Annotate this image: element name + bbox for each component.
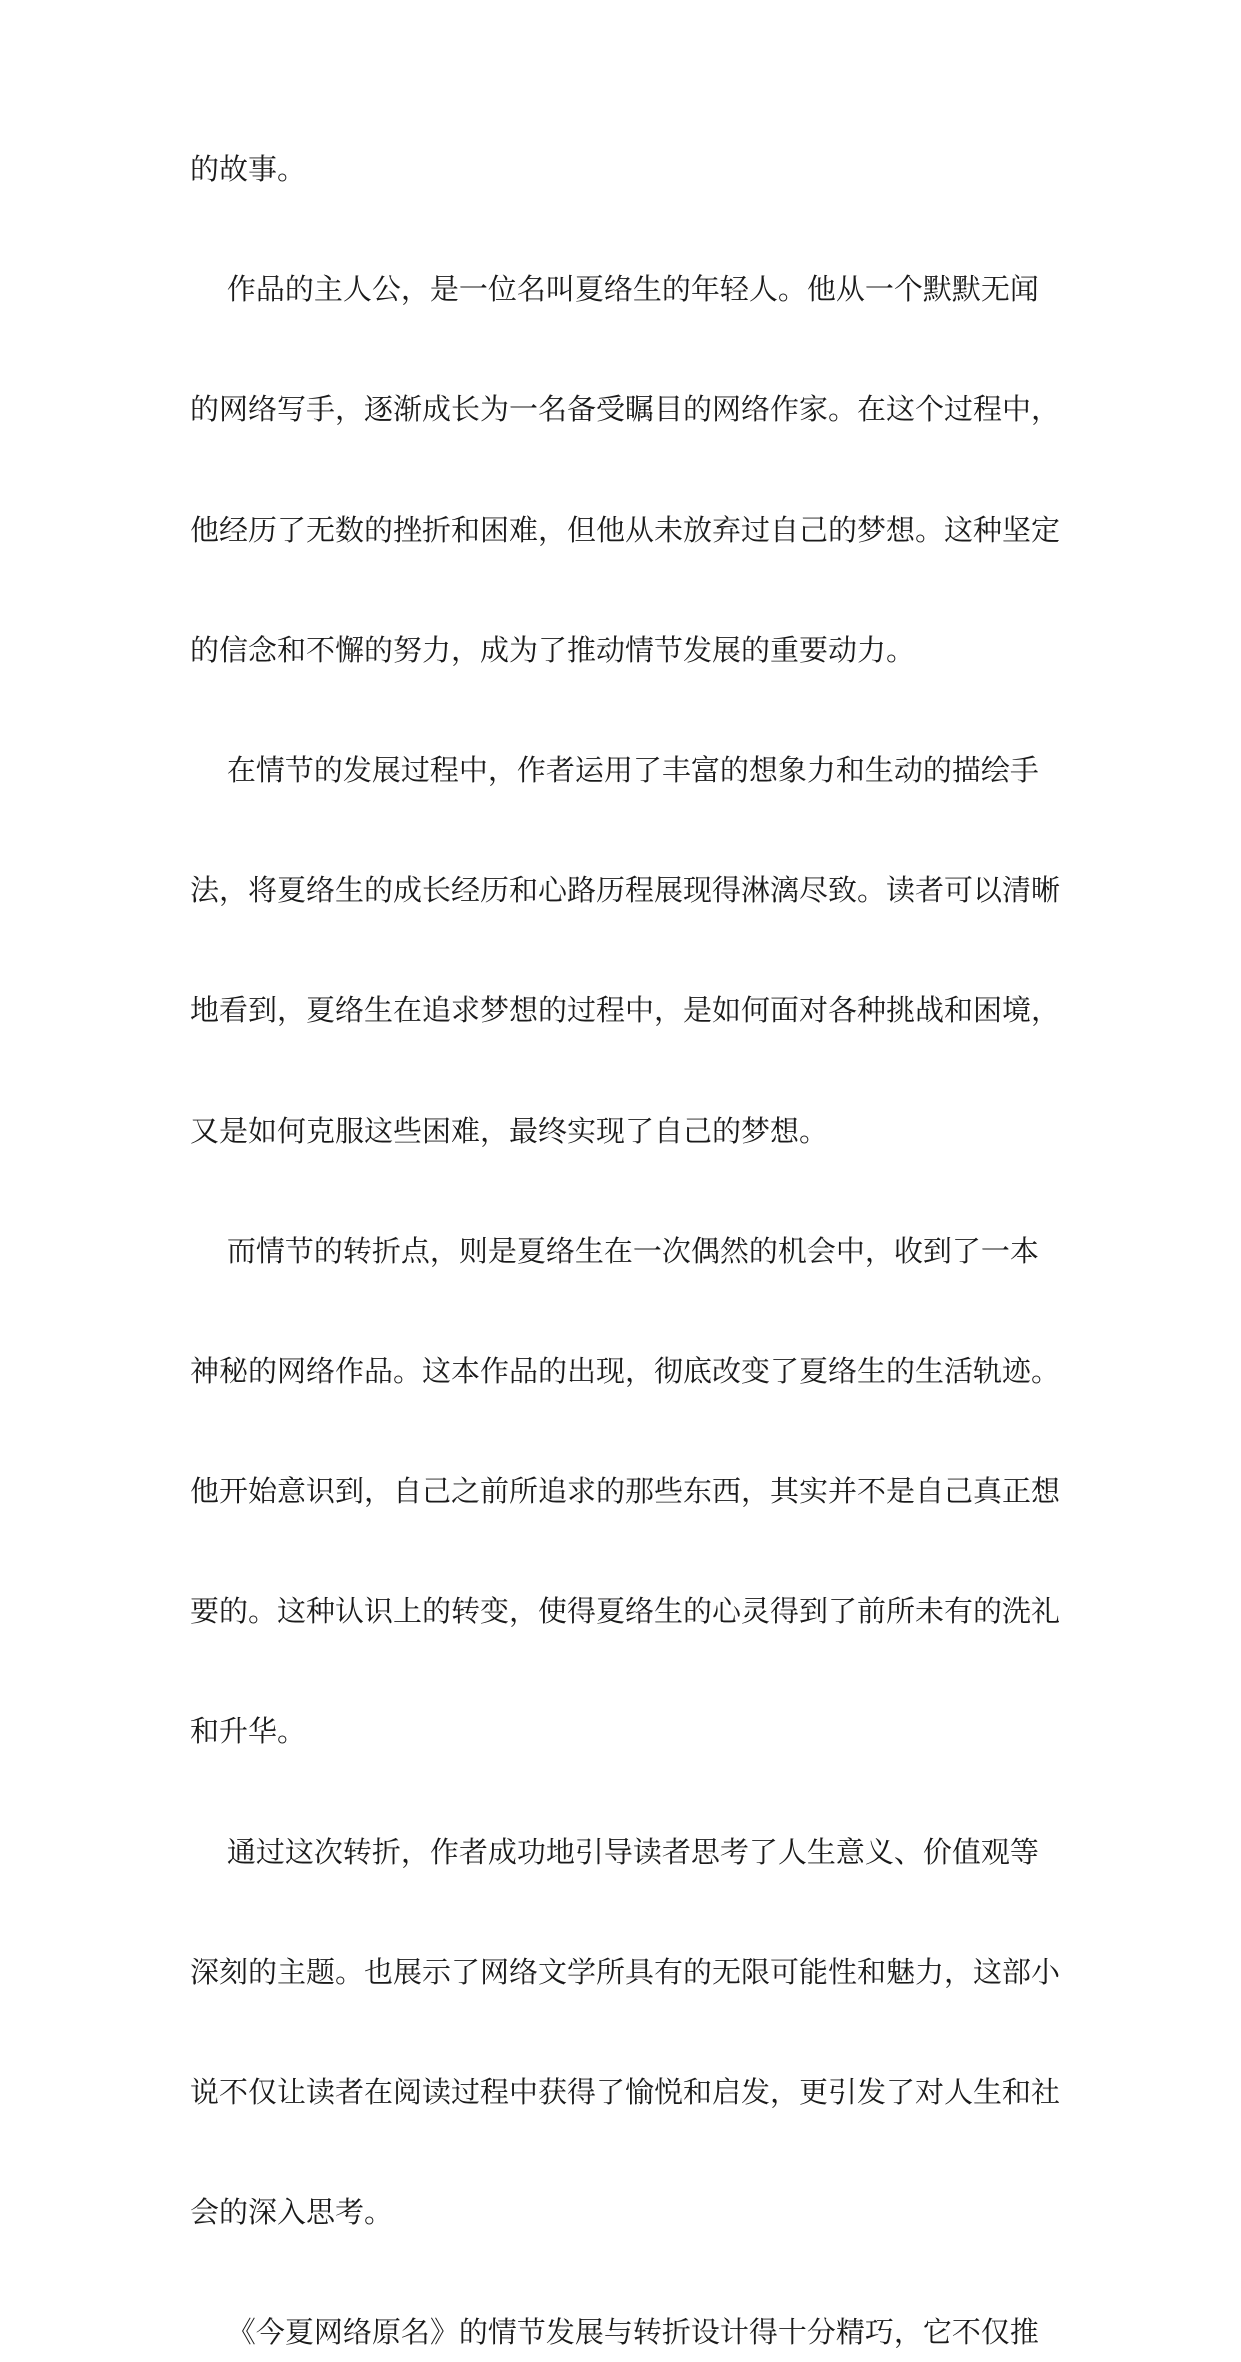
text-line xyxy=(190,1281,1070,1341)
text-line xyxy=(190,2002,1070,2062)
text-line xyxy=(190,1641,1070,1701)
text-line xyxy=(190,2242,1070,2302)
text-line: 通过这次转折，作者成功地引导读者思考了人生意义、价值观等 xyxy=(190,1834,1039,1869)
text-line xyxy=(190,199,1070,259)
text-line xyxy=(190,1040,1070,1100)
text-line xyxy=(190,319,1070,379)
text-line: 又是如何克服这些困难，最终实现了自己的梦想。 xyxy=(190,1113,829,1148)
text-line: 而情节的转折点，则是夏络生在一次偶然的机会中，收到了一本 xyxy=(190,1233,1039,1268)
text-line xyxy=(190,1401,1070,1461)
text-line: 神秘的网络作品。这本作品的出现，彻底改变了夏络生的生活轨迹。 xyxy=(190,1353,1061,1388)
text-line: 的故事。 xyxy=(190,152,307,186)
text-line xyxy=(190,2122,1070,2182)
text-line xyxy=(190,1521,1070,1581)
text-line xyxy=(190,920,1070,980)
text-line xyxy=(190,800,1070,860)
text-line: 作品的主人公，是一位名叫夏络生的年轻人。他从一个默默无闻 xyxy=(190,272,1039,307)
text-line: 的信念和不懈的努力，成为了推动情节发展的重要动力。 xyxy=(190,632,916,667)
text-line xyxy=(190,1161,1070,1221)
text-line: 他开始意识到，自己之前所追求的那些东西，其实并不是自己真正想 xyxy=(190,1474,1061,1509)
text-line: 地看到，夏络生在追求梦想的过程中，是如何面对各种挑战和困境， xyxy=(190,993,1061,1028)
text-line: 和升华。 xyxy=(190,1714,307,1749)
text-line xyxy=(190,680,1070,740)
text-line: 法，将夏络生的成长经历和心路历程展现得淋漓尽致。读者可以清晰 xyxy=(190,873,1061,908)
text-line xyxy=(190,439,1070,499)
text-line: 他经历了无数的挫折和困难，但他从未放弃过自己的梦想。这种坚定 xyxy=(190,512,1061,547)
text-line: 要的。这种认识上的转变，使得夏络生的心灵得到了前所未有的洗礼 xyxy=(190,1594,1061,1629)
text-line: 《今夏网络原名》的情节发展与转折设计得十分精巧，它不仅推 xyxy=(190,2315,1039,2350)
text-line: 会的深入思考。 xyxy=(190,2195,394,2230)
document-body xyxy=(190,139,1070,2362)
text-line: 在情节的发展过程中，作者运用了丰富的想象力和生动的描绘手 xyxy=(190,752,1039,787)
text-line: 说不仅让读者在阅读过程中获得了愉悦和启发，更引发了对人生和社 xyxy=(190,2075,1061,2109)
text-line: 深刻的主题。也展示了网络文学所具有的无限可能性和魅力，这部小 xyxy=(190,1954,1061,1989)
text-line xyxy=(190,560,1070,620)
text-line: 的网络写手，逐渐成长为一名备受瞩目的网络作家。在这个过程中， xyxy=(190,392,1061,427)
text-line xyxy=(190,1882,1070,1942)
text-line xyxy=(190,1762,1070,1822)
